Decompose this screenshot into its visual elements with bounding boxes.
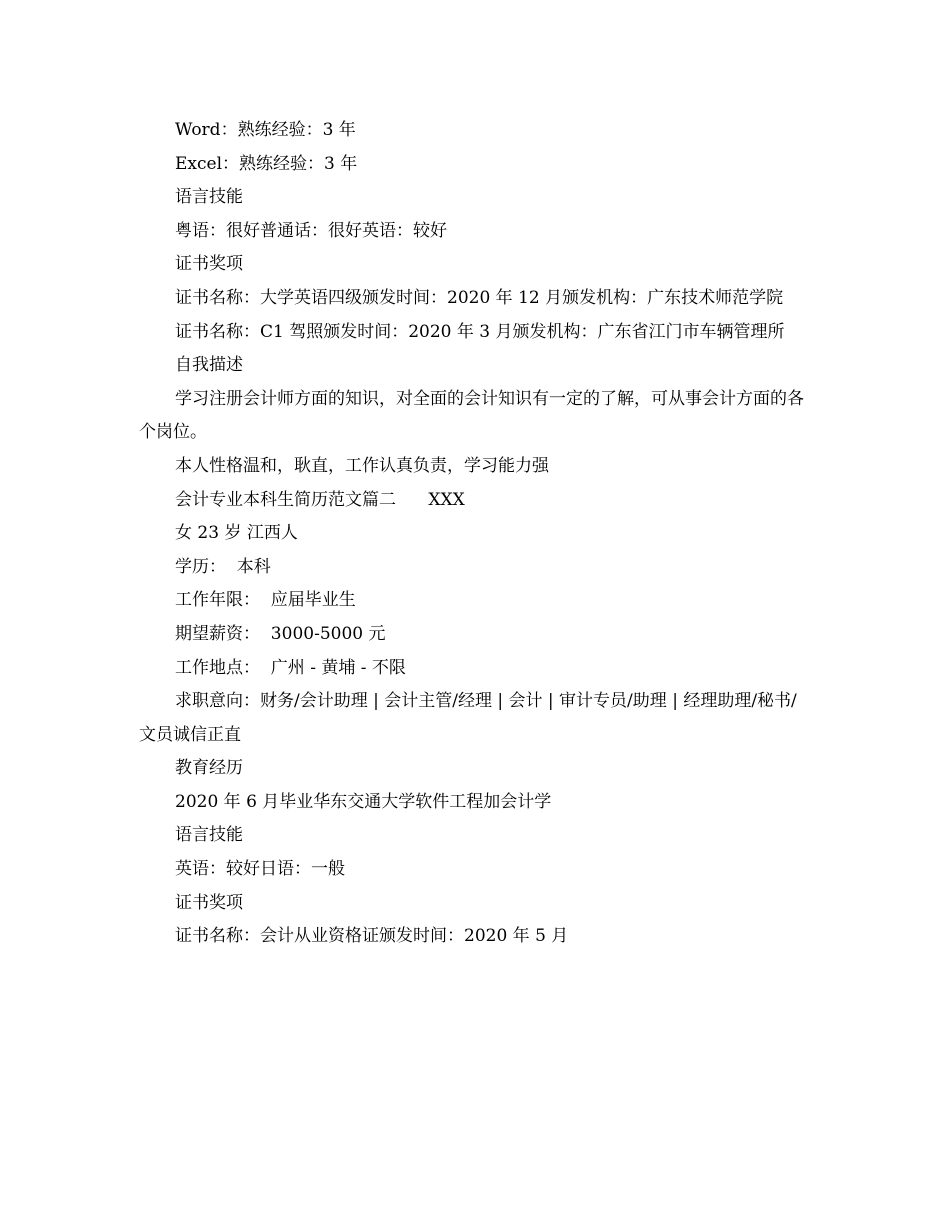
work-location: 工作地点： 广州 - 黄埔 - 不限 <box>175 657 406 678</box>
education-level: 学历： 本科 <box>175 556 271 577</box>
language-skills: 粤语：很好普通话：很好英语：较好 <box>175 220 447 241</box>
certificate-accounting: 证书名称：会计从业资格证颁发时间：2020 年 5 月 <box>175 926 569 947</box>
personal-info: 女 23 岁 江西人 <box>175 523 298 544</box>
expected-salary: 期望薪资： 3000-5000 元 <box>175 623 386 644</box>
section-heading-education: 教育经历 <box>175 758 243 779</box>
resume-2-title: 会计专业本科生简历范文篇二 XXX <box>175 489 465 510</box>
section-heading-certificates: 证书奖项 <box>175 254 243 275</box>
certificate-driving-license: 证书名称：C1 驾照颁发时间：2020 年 3 月颁发机构：广东省江门市车辆管理所 <box>175 321 785 342</box>
work-years: 工作年限： 应届毕业生 <box>175 590 356 611</box>
document-body <box>139 114 813 954</box>
language-skills-2: 英语：较好日语：一般 <box>175 859 345 880</box>
self-description-1: 学习注册会计师方面的知识，对全面的会计知识有一定的了解，可从事会计方面的各个岗位。 <box>139 388 804 443</box>
skill-word: Word：熟练经验：3 年 <box>175 120 356 140</box>
education-entry: 2020 年 6 月毕业华东交通大学软件工程加会计学 <box>175 791 552 812</box>
section-heading-certificates-2: 证书奖项 <box>175 892 243 913</box>
self-description-2: 本人性格温和，耿直，工作认真负责，学习能力强 <box>175 455 549 476</box>
skill-excel: Excel：熟练经验：3 年 <box>175 153 358 174</box>
certificate-cet4: 证书名称：大学英语四级颁发时间：2020 年 12 月颁发机构：广东技术师范学院 <box>175 287 784 308</box>
section-heading-language-2: 语言技能 <box>175 825 243 846</box>
section-heading-language: 语言技能 <box>175 187 243 208</box>
job-intention: 求职意向：财务/会计助理 | 会计主管/经理 | 会计 | 审计专员/助理 | 经理助理/秘书/文员诚信正直 <box>139 691 797 745</box>
section-heading-self-description: 自我描述 <box>175 355 243 376</box>
